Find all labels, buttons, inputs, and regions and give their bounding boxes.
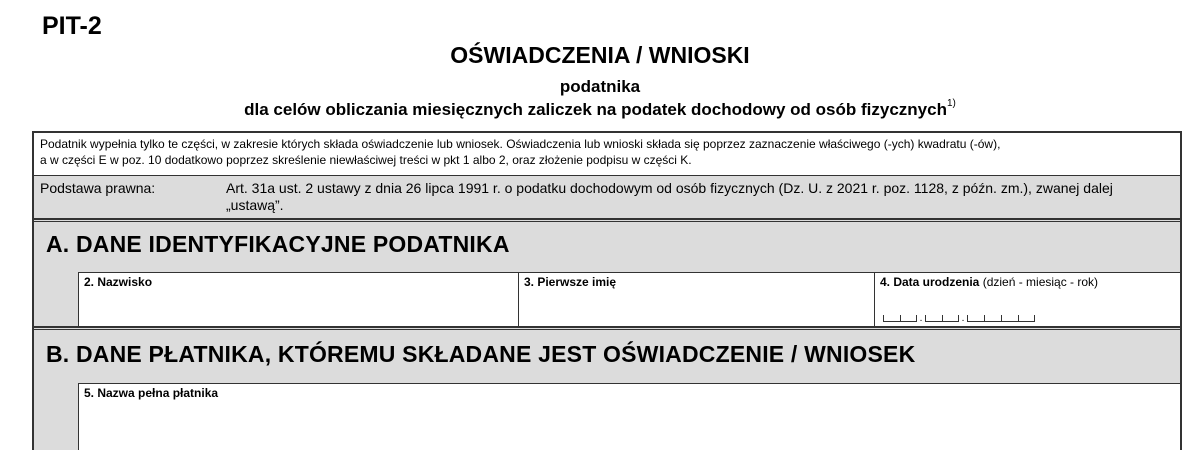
instructions-line-2: a w części E w poz. 10 dodatkowo poprzez skreślenie niewłaściwej treści w pkt 1 albo 2, oraz złożenie podpisu w części K. xyxy=(40,153,692,167)
surname-field[interactable] xyxy=(78,272,518,326)
legal-basis-text: Art. 31a ust. 2 ustawy z dnia 26 lipca 1991 r. o podatku dochodowym od osób fizycznych (Dz. U. z 2021 r. poz. 1128, z późn. zm.), zwanej dalej „ustawą”. xyxy=(226,180,1113,213)
section-b-title: B. DANE PŁATNIKA, KTÓREMU SKŁADANE JEST OŚWIADCZENIE / WNIOSEK xyxy=(46,341,916,367)
form-body xyxy=(32,131,1182,450)
birth-date-boxes xyxy=(883,314,1035,322)
form-purpose-text: dla celów obliczania miesięcznych zaliczek na podatek dochodowy od osób fizycznych xyxy=(244,100,947,119)
birth-date-label xyxy=(880,275,1098,289)
footnote-marker: 1) xyxy=(946,98,956,109)
section-a-title: A. DANE IDENTYFIKACYJNE PODATNIKA xyxy=(46,231,510,257)
section-separator xyxy=(34,218,1180,222)
birth-date-hint: (dzień - miesiąc - rok) xyxy=(982,275,1099,289)
birth-date-label-text: 4. Data urodzenia xyxy=(880,275,980,289)
legal-basis-row xyxy=(34,176,1180,218)
form-code: PIT-2 xyxy=(42,12,102,40)
instructions-line-1: Podatnik wypełnia tylko te części, w zakresie których składa oświadczenie lub wniosek. Oświadczenia lub wnioski składa się poprzez zaznaczenie właściwego (-ych) kwadratu (-ów), xyxy=(40,137,1001,151)
form-subtitle: podatnika xyxy=(559,77,641,96)
form-purpose xyxy=(0,100,1200,120)
first-name-label: 3. Pierwsze imię xyxy=(524,275,617,289)
first-name-field[interactable] xyxy=(518,272,874,326)
section-separator xyxy=(34,326,1180,330)
date-separator-dot: . xyxy=(919,313,923,324)
birth-date-field[interactable] xyxy=(874,272,1180,326)
surname-label: 2. Nazwisko xyxy=(84,275,153,289)
form-title: OŚWIADCZENIA / WNIOSKI xyxy=(450,42,750,68)
instructions-box xyxy=(34,133,1180,176)
legal-basis-label: Podstawa prawna: xyxy=(40,180,156,196)
date-separator-dot: . xyxy=(961,313,965,324)
payer-name-label: 5. Nazwa pełna płatnika xyxy=(84,386,219,400)
payer-name-field[interactable] xyxy=(78,383,1180,450)
